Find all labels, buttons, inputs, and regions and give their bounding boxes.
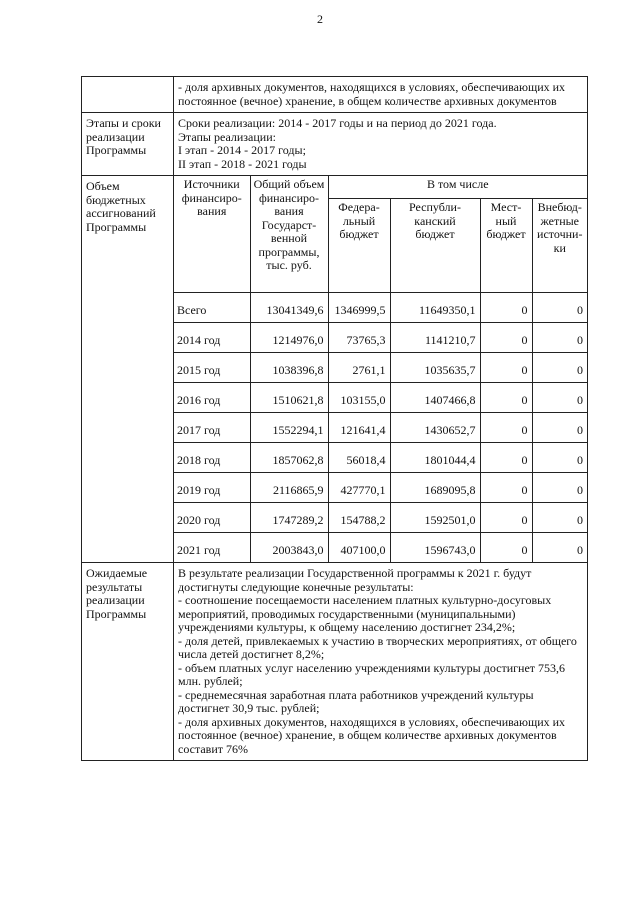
budget-total-cell: 1857062,8 (250, 443, 328, 473)
budget-extra-cell: 0 (532, 353, 587, 383)
budget-republic-cell: 1035635,7 (390, 353, 480, 383)
budget-table (174, 176, 587, 562)
budget-republic-cell: 1430652,7 (390, 413, 480, 443)
budget-extra-cell: 0 (532, 533, 587, 563)
budget-total-cell: 2003843,0 (250, 533, 328, 563)
results-paragraph: - среднемесячная заработная плата работников учреждений культуры достигнет 30,9 тыс. рублей; (178, 687, 534, 715)
budget-republic-cell: 1407466,8 (390, 383, 480, 413)
budget-local-cell: 0 (480, 323, 532, 353)
stages-content (174, 113, 588, 176)
budget-total-cell: 1510621,8 (250, 383, 328, 413)
results-content (174, 563, 588, 761)
budget-row (174, 473, 587, 503)
row-stages (82, 113, 588, 176)
budget-federal-cell: 73765,3 (328, 323, 390, 353)
budget-extra-cell: 0 (532, 443, 587, 473)
budget-row-label: 2014 год (174, 323, 250, 353)
budget-row-label: 2019 год (174, 473, 250, 503)
budget-federal-cell: 121641,4 (328, 413, 390, 443)
budget-republic-cell: 11649350,1 (390, 293, 480, 323)
budget-row-label: 2017 год (174, 413, 250, 443)
budget-federal-cell: 2761,1 (328, 353, 390, 383)
budget-row (174, 413, 587, 443)
budget-local-cell: 0 (480, 533, 532, 563)
budget-federal-cell: 154788,2 (328, 503, 390, 533)
header-total: Общий объем финансиро-вания Государст-венной программы, тыс. руб. (250, 176, 328, 293)
budget-republic-cell: 1592501,0 (390, 503, 480, 533)
budget-total-cell: 1747289,2 (250, 503, 328, 533)
budget-local-cell: 0 (480, 443, 532, 473)
stages-line: II этап - 2018 - 2021 годы (178, 156, 307, 171)
budget-federal-cell: 56018,4 (328, 443, 390, 473)
budget-total-cell: 1038396,8 (250, 353, 328, 383)
header-extra: Внебюд-жетные источни-ки (532, 199, 587, 293)
budget-content (174, 176, 588, 563)
budget-row-label: 2016 год (174, 383, 250, 413)
budget-local-cell: 0 (480, 413, 532, 443)
budget-federal-cell: 407100,0 (328, 533, 390, 563)
row-label-empty (82, 77, 174, 113)
stages-line: I этап - 2014 - 2017 годы; (178, 143, 306, 157)
budget-row (174, 323, 587, 353)
results-paragraph: - объем платных услуг населению учреждениями культуры достигнет 753,6 млн. рублей; (178, 660, 566, 688)
budget-extra-cell: 0 (532, 503, 587, 533)
budget-row (174, 293, 587, 323)
budget-row-label: Всего (174, 293, 250, 323)
budget-republic-cell: 1596743,0 (390, 533, 480, 563)
program-passport-table (81, 76, 588, 761)
row-archive-continued (82, 77, 588, 113)
budget-row-label: 2015 год (174, 353, 250, 383)
budget-local-cell: 0 (480, 383, 532, 413)
stages-label: Этапы и сроки реализации Программы (82, 113, 174, 176)
budget-row (174, 383, 587, 413)
budget-total-cell: 1214976,0 (250, 323, 328, 353)
budget-republic-cell: 1141210,7 (390, 323, 480, 353)
budget-local-cell: 0 (480, 473, 532, 503)
archive-indicator: - доля архивных документов, находящихся в условиях, обеспечивающих их постоянное (вечное) хранение, в общем количестве архивных документов (178, 80, 566, 108)
budget-local-cell: 0 (480, 353, 532, 383)
budget-row (174, 503, 587, 533)
budget-extra-cell: 0 (532, 473, 587, 503)
budget-republic-cell: 1801044,4 (390, 443, 480, 473)
header-incl: В том числе (328, 176, 587, 199)
budget-extra-cell: 0 (532, 293, 587, 323)
budget-total-cell: 1552294,1 (250, 413, 328, 443)
budget-local-cell: 0 (480, 293, 532, 323)
budget-row-label: 2018 год (174, 443, 250, 473)
row-results (82, 563, 588, 761)
row-budget (82, 176, 588, 563)
budget-federal-cell: 427770,1 (328, 473, 390, 503)
header-source: Источники финансиро-вания (174, 176, 250, 293)
results-paragraph: - доля архивных документов, находящихся в условиях, обеспечивающих их постоянное (вечное) хранение, в общем количестве архивных документов составит 76% (178, 714, 566, 756)
header-republic: Республи-канский бюджет (390, 199, 480, 293)
budget-label: Объем бюджетных ассигнований Программы (82, 176, 174, 563)
budget-extra-cell: 0 (532, 383, 587, 413)
budget-row-label: 2020 год (174, 503, 250, 533)
budget-local-cell: 0 (480, 503, 532, 533)
stages-line: Сроки реализации: 2014 - 2017 годы и на период до 2021 года. (178, 116, 497, 130)
budget-total-cell: 13041349,6 (250, 293, 328, 323)
archive-indicator-text (174, 77, 588, 113)
results-paragraph: - доля детей, привлекаемых к участию в творческих мероприятиях, от общего числа детей достигнет 8,2%; (178, 633, 577, 661)
page-number: 2 (317, 12, 323, 26)
budget-extra-cell: 0 (532, 323, 587, 353)
budget-row (174, 353, 587, 383)
header-local: Мест-ный бюджет (480, 199, 532, 293)
results-paragraph: В результате реализации Государственной программы к 2021 г. будут достигнуты следующие конечные результаты: (178, 566, 532, 594)
results-paragraph: - соотношение посещаемости населением платных культурно-досуговых мероприятий, проводимых государственными (муниципальными) учреждениями культуры, к общему населению достигнет 234,2%; (178, 593, 552, 634)
budget-republic-cell: 1689095,8 (390, 473, 480, 503)
budget-row-label: 2021 год (174, 533, 250, 563)
header-federal: Федера-льный бюджет (328, 199, 390, 293)
results-label: Ожидаемые результаты реализации Программы (82, 563, 174, 761)
budget-federal-cell: 1346999,5 (328, 293, 390, 323)
budget-extra-cell: 0 (532, 413, 587, 443)
stages-line: Этапы реализации: (178, 129, 276, 144)
budget-total-cell: 2116865,9 (250, 473, 328, 503)
budget-row (174, 533, 587, 563)
budget-row (174, 443, 587, 473)
budget-federal-cell: 103155,0 (328, 383, 390, 413)
